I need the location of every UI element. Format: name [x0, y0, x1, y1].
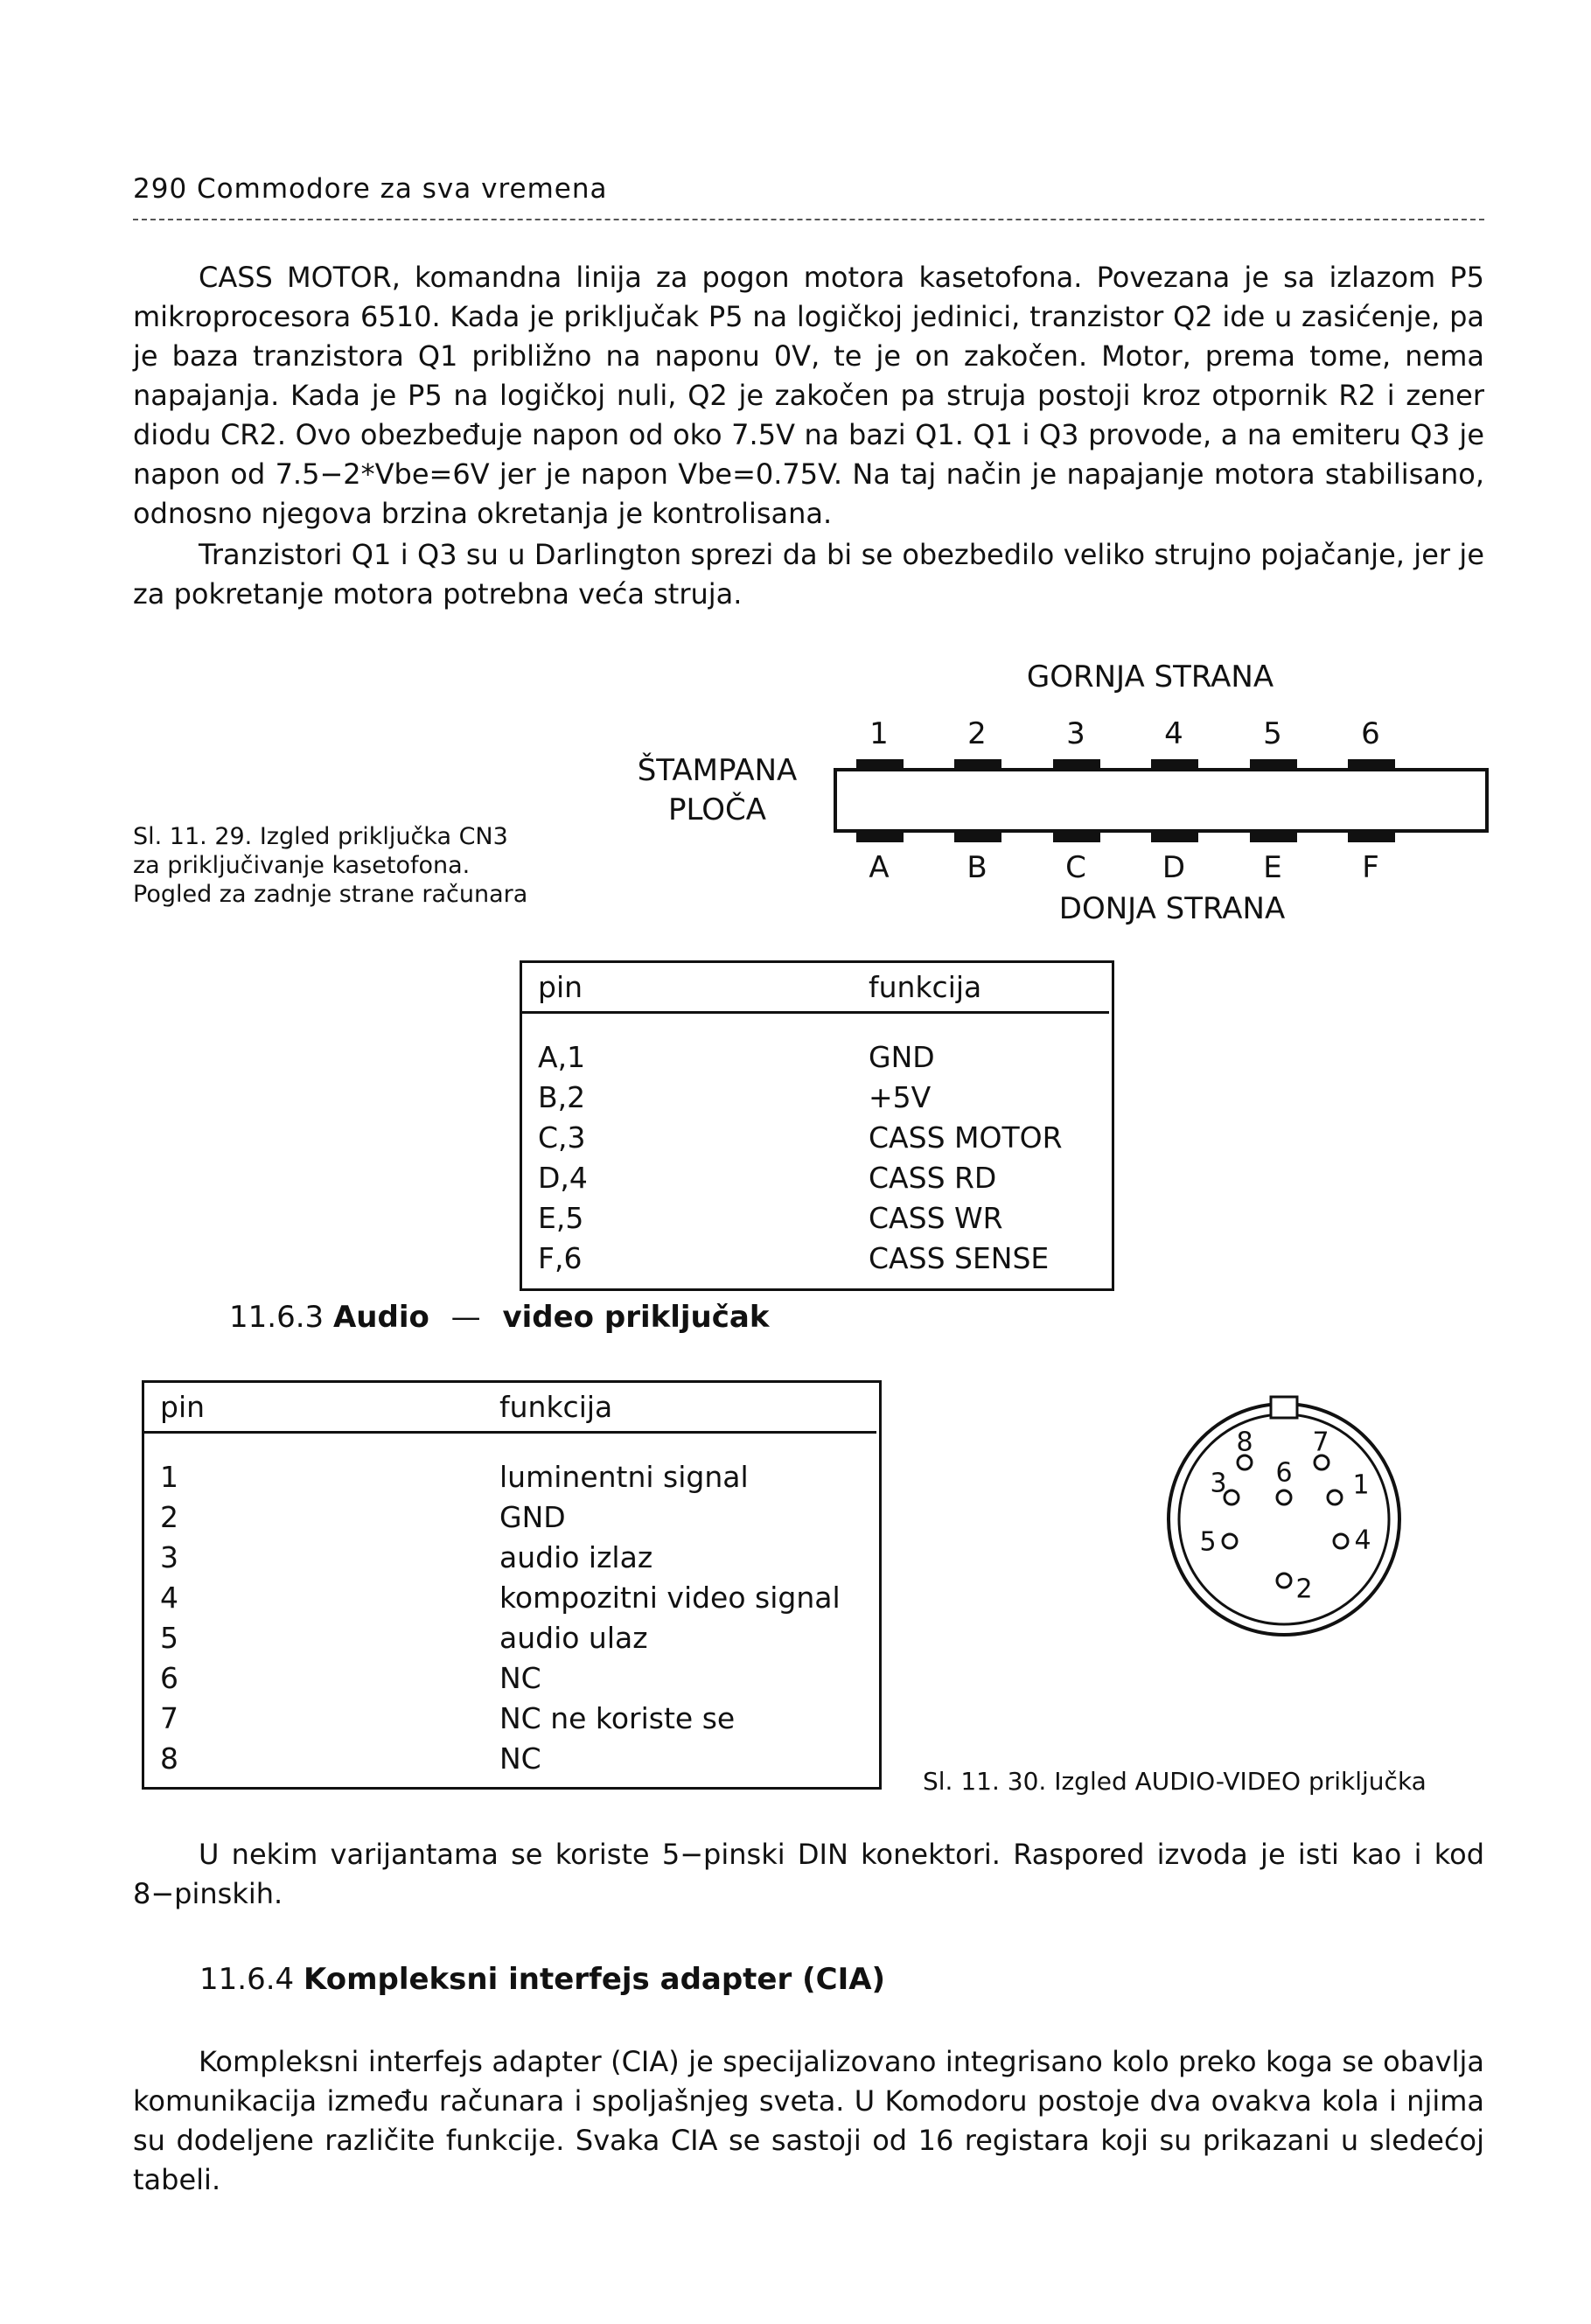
section-number: 11.6.3	[229, 1300, 324, 1335]
pin-cell: 2	[160, 1499, 178, 1534]
figure-caption-cn3	[133, 822, 527, 909]
board-label-line2: PLOČA	[668, 792, 766, 827]
top-pin-contact	[1250, 759, 1297, 770]
table-row	[144, 1497, 876, 1537]
top-pin-label: 5	[1263, 716, 1282, 751]
function-cell: NC	[499, 1741, 541, 1776]
table-row	[522, 1013, 1109, 1078]
caption-line: Pogled za zadnje strane računara	[133, 881, 528, 908]
table-row	[522, 1197, 1109, 1238]
function-cell: audio ulaz	[499, 1620, 648, 1655]
section-heading-1163	[229, 1300, 769, 1335]
din-pin-label: 6	[1275, 1457, 1293, 1489]
table-header-row	[522, 963, 1109, 1013]
column-header-function: funkcija	[853, 963, 1109, 1013]
column-header-pin: pin	[144, 1383, 484, 1433]
pin-cell: A,1	[538, 1039, 586, 1074]
pin-cell: 1	[160, 1459, 178, 1494]
top-pin-label: 3	[1066, 716, 1085, 751]
top-pin-contact	[1348, 759, 1395, 770]
paragraph-cass-motor: CASS MOTOR, komandna linija za pogon motora kasetofona. Povezana je sa izlazom P5 mikroprocesora 6510. Kada je priključak P5 na logičkoj jedinici, tranzistor Q2 ide u zasićenje, pa je baza tranzistora Q1 približno na naponu 0V, te je on zakočen. Motor, prema tome, nema napajanja. Kada je P5 na logičkoj nuli, Q2 je zakočen pa struja postoji kroz otpornik R2 i zener diodu CR2. Ovo obezbeđuje napon od oko 7.5V na bazi Q1. Q1 i Q3 provode, a na emiteru Q3 je napon od 7.5−2*Vbe=6V jer je napon Vbe=0.75V. Na taj način je napajanje motora stabilisano, odnosno njegova brzina okretanja je kontrolisana.	[133, 261, 1484, 530]
pin-cell: B,2	[538, 1079, 586, 1114]
table-row	[144, 1658, 876, 1698]
pin-cell: 7	[160, 1700, 178, 1735]
din-pin-label: 5	[1199, 1526, 1217, 1558]
pin-cell: E,5	[538, 1200, 584, 1235]
section-title: Kompleksni interfejs adapter (CIA)	[303, 1962, 886, 1997]
function-cell: +5V	[869, 1079, 932, 1114]
column-header-function: funkcija	[484, 1383, 876, 1433]
top-pin-label: 4	[1164, 716, 1183, 751]
pin-cell: 6	[160, 1660, 178, 1695]
din-pin-label: 3	[1210, 1468, 1227, 1499]
pin-cell: C,3	[538, 1120, 586, 1155]
top-pin-contact	[856, 759, 904, 770]
function-cell: audio izlaz	[499, 1539, 653, 1574]
caption-line: za priključivanje kasetofona.	[133, 852, 471, 879]
section-number: 11.6.4	[199, 1962, 295, 1997]
top-pin-contact	[1151, 759, 1198, 770]
bottom-pin-label: C	[1065, 850, 1086, 885]
pin-cell: 4	[160, 1580, 178, 1615]
function-cell: luminentni signal	[499, 1459, 749, 1494]
av-pin-table	[144, 1383, 876, 1778]
top-pin-label: 2	[967, 716, 987, 751]
din-pin-hole	[1328, 1490, 1342, 1504]
connector-key-notch	[1271, 1397, 1297, 1418]
board-label-line1: ŠTAMPANA	[637, 753, 798, 788]
din-pin-hole	[1277, 1490, 1291, 1504]
din-pin-group	[1199, 1427, 1371, 1605]
function-cell: CASS SENSE	[869, 1240, 1050, 1275]
function-cell: CASS WR	[869, 1200, 1003, 1235]
paragraph-darlington: Tranzistori Q1 i Q3 su u Darlington sprezi da bi se obezbedilo veliko strujno pojačanje, jer je za pokretanje motora potrebna veća struja.	[133, 538, 1484, 611]
pin-cell: 8	[160, 1741, 178, 1776]
table-row	[144, 1537, 876, 1577]
din-pin-hole	[1277, 1574, 1291, 1588]
din-pin-label: 8	[1236, 1427, 1253, 1458]
paragraph-cia: Kompleksni interfejs adapter (CIA) je specijalizovano integrisano kolo preko koga se obavlja komunikacija između računara i spoljašnjeg sveta. U Komodoru postoje dva ovakva kola i njima su dodeljene različite funkcije. Svaka CIA se sastoji od 16 registara koji su prikazani u sledećoj tabeli.	[133, 2045, 1484, 2196]
bottom-pin-label: B	[966, 850, 987, 885]
paragraph-din-variants: U nekim varijantama se koriste 5−pinski DIN konektori. Raspored izvoda je isti kao i kod 8−pinskih.	[133, 1838, 1484, 1910]
bottom-pin-contact	[1348, 831, 1395, 842]
table-row	[144, 1577, 876, 1617]
bottom-pin-label: A	[869, 850, 890, 885]
pin-cell: D,4	[538, 1160, 588, 1195]
figure-caption-av: Sl. 11. 30. Izgled AUDIO-VIDEO priključka	[923, 1767, 1427, 1796]
top-pin-contact	[954, 759, 1001, 770]
function-cell: GND	[499, 1499, 566, 1534]
pin-cell: F,6	[538, 1240, 583, 1275]
pin-group	[856, 716, 1395, 885]
header-rule	[133, 219, 1484, 220]
function-cell: NC ne koriste se	[499, 1700, 736, 1735]
function-cell: NC	[499, 1660, 541, 1695]
din-pin-label: 4	[1354, 1525, 1371, 1556]
bottom-pin-label: D	[1162, 850, 1186, 885]
din-pin-hole	[1223, 1534, 1237, 1548]
table-row	[144, 1738, 876, 1778]
din-pin-label: 7	[1312, 1427, 1329, 1458]
bottom-pin-contact	[1151, 831, 1198, 842]
bottom-pin-contact	[856, 831, 904, 842]
function-cell: GND	[869, 1039, 935, 1074]
function-cell: CASS MOTOR	[869, 1120, 1063, 1155]
function-cell: kompozitni video signal	[499, 1580, 841, 1615]
running-header	[133, 173, 608, 205]
column-header-pin: pin	[522, 963, 853, 1013]
top-side-label: GORNJA STRANA	[1026, 660, 1274, 694]
book-title: Commodore za sva vremena	[197, 173, 608, 205]
pcb-outline	[835, 770, 1487, 831]
bottom-pin-label: E	[1263, 850, 1282, 885]
table-row	[144, 1617, 876, 1658]
top-pin-label: 6	[1361, 716, 1380, 751]
pin-cell: 3	[160, 1539, 178, 1574]
section-title-bold: Audio	[332, 1300, 429, 1335]
din-8-pin-connector	[1153, 1384, 1415, 1646]
table-header-row	[144, 1383, 876, 1433]
page-number: 290	[133, 173, 188, 205]
bottom-side-label: DONJA STRANA	[1058, 891, 1286, 926]
din-pin-label: 1	[1352, 1469, 1370, 1501]
table-row	[522, 1077, 1109, 1117]
bottom-pin-label: F	[1362, 850, 1379, 885]
table-row	[144, 1698, 876, 1738]
connector-outer-ring	[1169, 1404, 1399, 1635]
din-pin-hole	[1334, 1534, 1348, 1548]
top-pin-contact	[1053, 759, 1100, 770]
top-pin-label: 1	[869, 716, 889, 751]
bottom-pin-contact	[1250, 831, 1297, 842]
section-heading-1164	[199, 1962, 885, 1997]
cn3-connector-diagram	[604, 656, 1522, 945]
table-row	[144, 1433, 876, 1497]
caption-line: Sl. 11. 29. Izgled priključka CN3	[133, 823, 508, 850]
pin-cell: 5	[160, 1620, 178, 1655]
section-dash: —	[450, 1300, 481, 1335]
din-pin-label: 2	[1295, 1574, 1313, 1605]
bottom-pin-contact	[1053, 831, 1100, 842]
function-cell: CASS RD	[869, 1160, 997, 1195]
bottom-pin-contact	[954, 831, 1001, 842]
table-row	[522, 1157, 1109, 1197]
connector-inner-ring	[1179, 1414, 1389, 1624]
cn3-pin-table	[522, 963, 1109, 1278]
section-title-rest: video priključak	[502, 1300, 770, 1335]
table-row	[522, 1238, 1109, 1278]
table-row	[522, 1117, 1109, 1157]
